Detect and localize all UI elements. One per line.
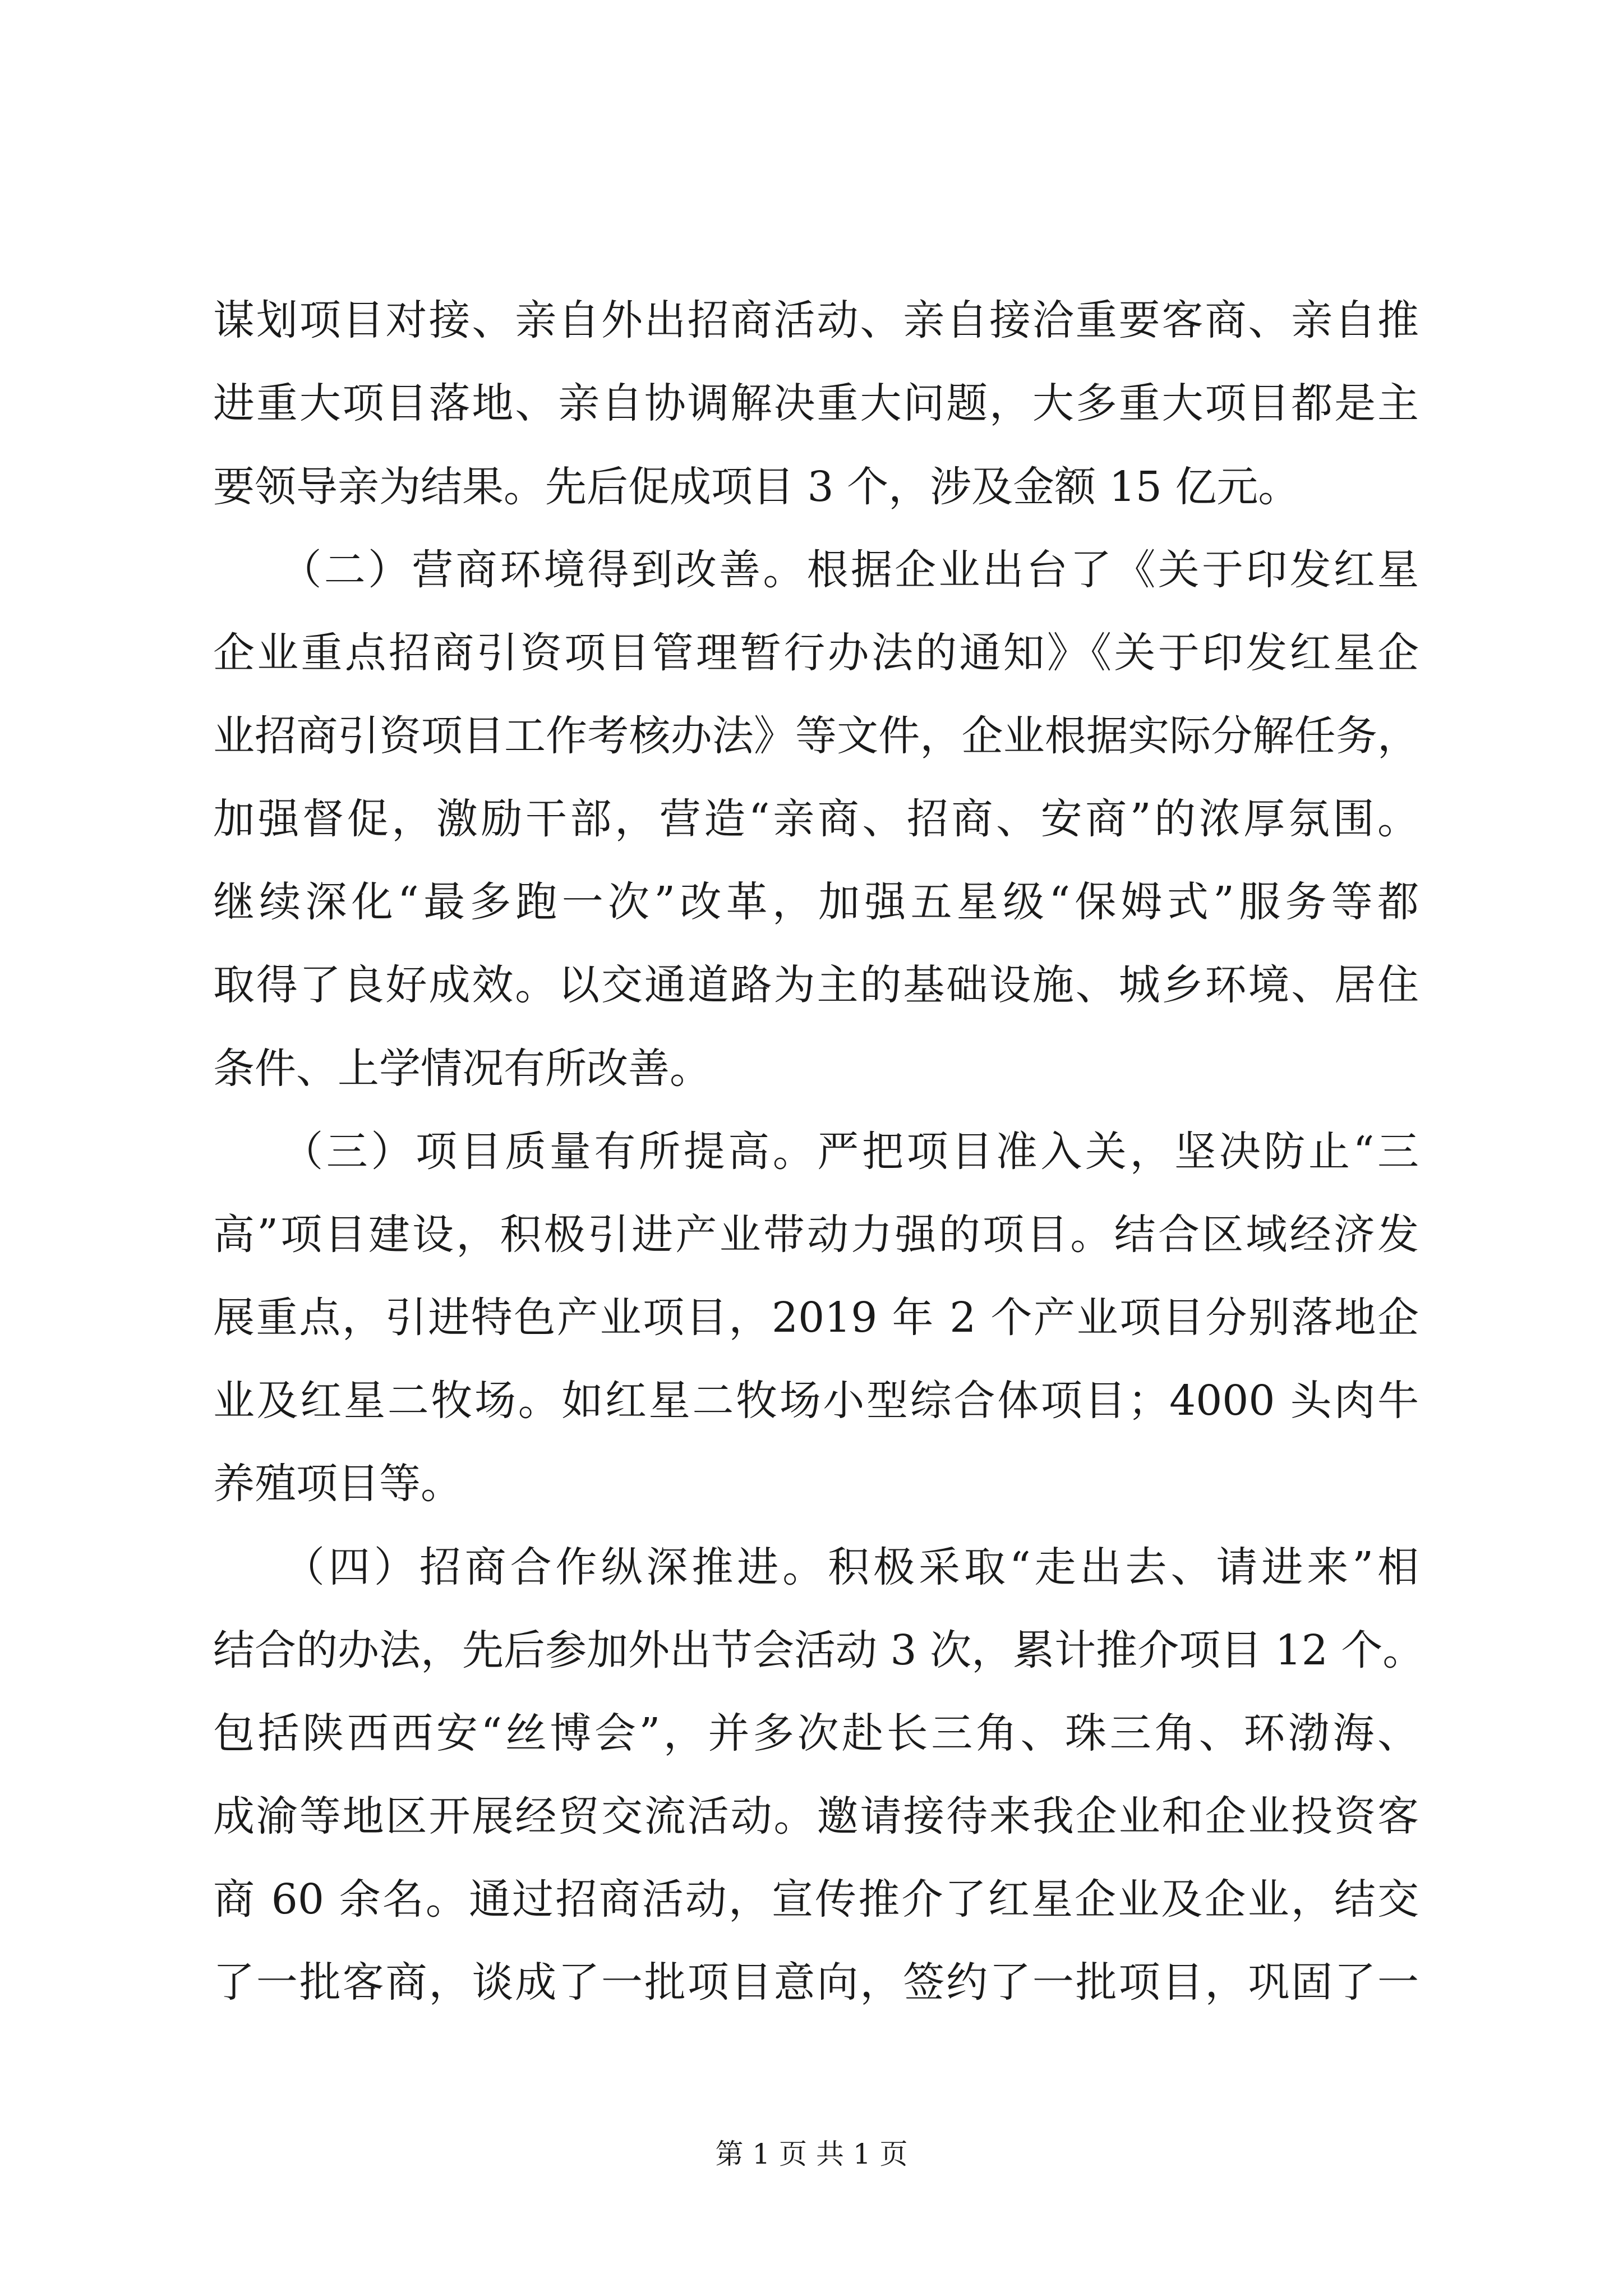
text-line: （四）招商合作纵深推进。积极采取“走出去、请进来”相 [213, 1543, 1419, 1591]
page-number-footer: 第 1 页 共 1 页 [715, 2138, 908, 2170]
text-line: 了一批客商，谈成了一批项目意向，签约了一批项目，巩固了一 [213, 1958, 1419, 2007]
text-line: 商 60 余名。通过招商活动，宣传推介了红星企业及企业，结交 [213, 1875, 1419, 1924]
text-line: 谋划项目对接、亲自外出招商活动、亲自接洽重要客商、亲自推 [213, 296, 1419, 344]
text-line: 成渝等地区开展经贸交流活动。邀请接待来我企业和企业投资客 [213, 1792, 1419, 1841]
text-line: 养殖项目等。 [213, 1460, 462, 1508]
text-line: 加强督促，激励干部，营造“亲商、招商、安商”的浓厚氛围。 [213, 795, 1419, 843]
text-line: 高”项目建设，积极引进产业带动力强的项目。结合区域经济发 [213, 1211, 1419, 1259]
text-line: 进重大项目落地、亲自协调解决重大问题，大多重大项目都是主 [213, 379, 1419, 427]
text-line: （三）项目质量有所提高。严把项目准入关，坚决防止“三 [213, 1128, 1419, 1176]
text-line: （二）营商环境得到改善。根据企业出台了《关于印发红星 [213, 546, 1419, 594]
text-line: 取得了良好成效。以交通道路为主的基础设施、城乡环境、居住 [213, 961, 1419, 1009]
text-line: 业及红星二牧场。如红星二牧场小型综合体项目；4000 头肉牛 [213, 1377, 1419, 1425]
text-line: 要领导亲为结果。先后促成项目 3 个，涉及金额 15 亿元。 [213, 463, 1300, 511]
text-line: 条件、上学情况有所改善。 [213, 1045, 711, 1093]
text-line: 业招商引资项目工作考核办法》等文件，企业根据实际分解任务， [213, 712, 1419, 760]
text-line: 企业重点招商引资项目管理暂行办法的通知》《关于印发红星企 [213, 629, 1419, 677]
text-line: 结合的办法，先后参加外出节会活动 3 次，累计推介项目 12 个。 [213, 1626, 1424, 1674]
text-line: 包括陕西西安“丝博会”，并多次赴长三角、珠三角、环渤海、 [213, 1709, 1419, 1757]
text-line: 展重点，引进特色产业项目，2019 年 2 个产业项目分别落地企 [213, 1294, 1419, 1342]
text-line: 继续深化“最多跑一次”改革，加强五星级“保姆式”服务等都 [213, 878, 1419, 926]
